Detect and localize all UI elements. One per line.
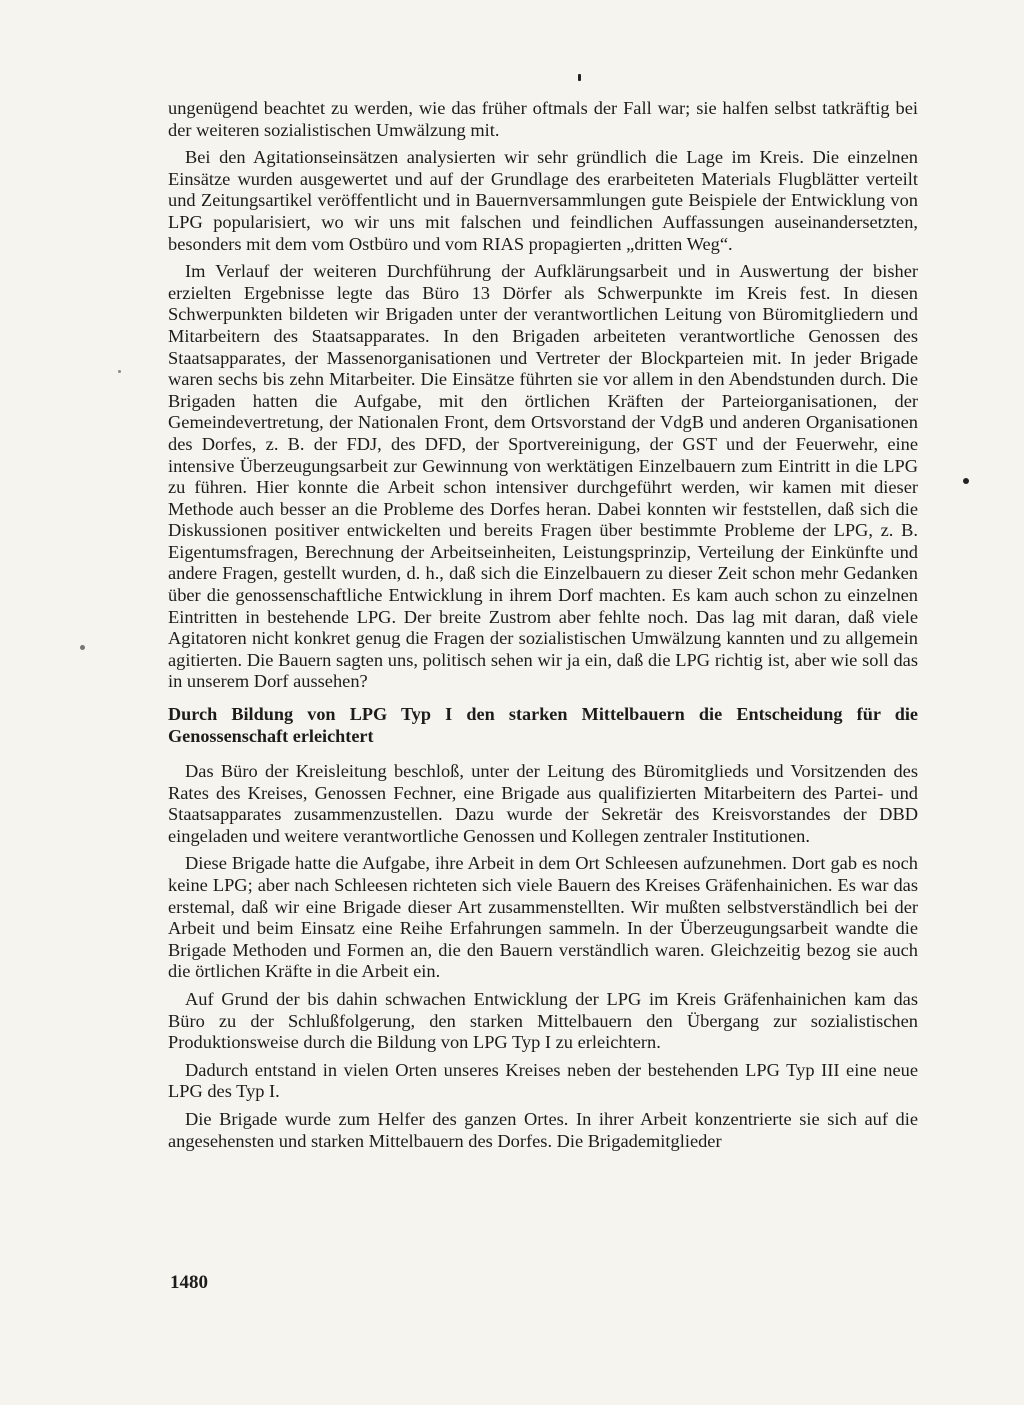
speck-margin-right [963, 478, 969, 484]
speck-top [578, 74, 581, 81]
speck-margin-left-small [118, 370, 121, 373]
page-number: 1480 [170, 1272, 208, 1293]
paragraph-6: Auf Grund der bis dahin schwachen Entwicklung der LPG im Kreis Gräfenhainichen kam das Büro zu der Schlußfolgerung, den starken Mittelbauern den Übergang zur sozialistischen Produktionsweise durch die Bildung von LPG Typ I zu erleichtern. [168, 988, 918, 1053]
paragraph-8: Die Brigade wurde zum Helfer des ganzen Ortes. In ihrer Arbeit konzentrierte sie sich auf die angesehensten und starken Mittelbauern des Dorfes. Die Brigademitglieder [168, 1108, 918, 1151]
speck-margin-left [80, 645, 85, 650]
section-heading: Durch Bildung von LPG Typ I den starken Mittelbauern die Entscheidung für die Genossenschaft erleichtert [168, 704, 918, 747]
page-body [168, 98, 918, 1158]
paragraph-3: Im Verlauf der weiteren Durchführung der Aufklärungsarbeit und in Auswertung der bisher erzielten Ergebnisse legte das Büro 13 Dörfer als Schwerpunkte im Kreis fest. In diesen Schwerpunkten bildeten wir Brigaden unter der verantwortlichen Leitung von Büromitgliedern und Mitarbeitern des Staatsapparates. In den Brigaden arbeiteten verantwortliche Genossen des Staatsapparates, der Massenorganisationen und Vertreter der Blockparteien mit. In jeder Brigade waren sechs bis zehn Mitarbeiter. Die Einsätze führten sie vor allem in den Abendstunden durch. Die Brigaden hatten die Aufgabe, mit den örtlichen Kräften der Parteiorganisationen, der Gemeindevertretung, der Nationalen Front, dem Ortsvorstand der VdgB und anderen Organisationen des Dorfes, z. B. der FDJ, des DFD, der Sportvereinigung, der GST und der Feuerwehr, eine intensive Überzeugungsarbeit zur Gewinnung von werktätigen Einzelbauern zum Eintritt in die LPG zu führen. Hier konnte die Arbeit schon intensiver durchgeführt werden, wir kamen mit dieser Methode auch besser an die Probleme des Dorfes heran. Dabei konnten wir feststellen, daß sich die Diskussionen positiver entwickelten und bereits Fragen über bestimmte Probleme der LPG, z. B. Eigentumsfragen, Berechnung der Arbeitseinheiten, Leistungsprinzip, Verteilung der Einkünfte und andere Fragen, gestellt wurden, d. h., daß sich die Einzelbauern zu dieser Zeit schon mehr Gedanken über die genossenschaftliche Entwicklung in ihrem Dorf machten. Es kam auch schon zu einzelnen Eintritten in bestehende LPG. Der breite Zustrom aber fehlte noch. Das lag mit daran, daß viele Agitatoren nicht konkret genug die Fragen der sozialistischen Umwälzung kannten und zu allgemein agitierten. Die Bauern sagten uns, politisch sehen wir ja ein, daß die LPG richtig ist, aber wie soll das in unserem Dorf aussehen? [168, 261, 918, 692]
paragraph-7: Dadurch entstand in vielen Orten unseres Kreises neben der bestehenden LPG Typ III eine neue LPG des Typ I. [168, 1059, 918, 1102]
paragraph-1: ungenügend beachtet zu werden, wie das früher oftmals der Fall war; sie halfen selbst tatkräftig bei der weiteren sozialistischen Umwälzung mit. [168, 98, 918, 140]
paragraph-2: Bei den Agitationseinsätzen analysierten wir sehr gründlich die Lage im Kreis. Die einzelnen Einsätze wurden ausgewertet und auf der Grundlage des erarbeiteten Materials Flugblätter verteilt und Zeitungsartikel veröffentlicht und in Bauernversammlungen gute Beispiele der Entwicklung von LPG popularisiert, wo wir uns mit falschen und feindlichen Auffassungen auseinandersetzten, besonders mit dem vom Ostbüro und vom RIAS propagierten „dritten Weg“. [168, 147, 918, 254]
paragraph-4: Das Büro der Kreisleitung beschloß, unter der Leitung des Büromitglieds und Vorsitzenden des Rates des Kreises, Genossen Fechner, eine Brigade aus qualifizierten Mitarbeitern des Partei- und Staatsapparates zusammenzustellen. Dazu wurde der Sekretär des Kreisvorstandes der DBD eingeladen und weitere verantwortliche Genossen und Kollegen zentraler Institutionen. [168, 761, 918, 846]
paragraph-5: Diese Brigade hatte die Aufgabe, ihre Arbeit in dem Ort Schleesen aufzunehmen. Dort gab es noch keine LPG; aber nach Schleesen richteten sich viele Bauern des Kreises Gräfenhainichen. Es war das erstemal, daß wir eine Brigade dieser Art zusammenstellten. Wir mußten selbstverständlich bei der Arbeit und beim Einsatz eine Reihe Erfahrungen sammeln. In der Überzeugungsarbeit wandte die Brigade Methoden und Formen an, die den Bauern verständlich waren. Gleichzeitig bezog sie auch die örtlichen Kräfte in die Arbeit ein. [168, 853, 918, 982]
